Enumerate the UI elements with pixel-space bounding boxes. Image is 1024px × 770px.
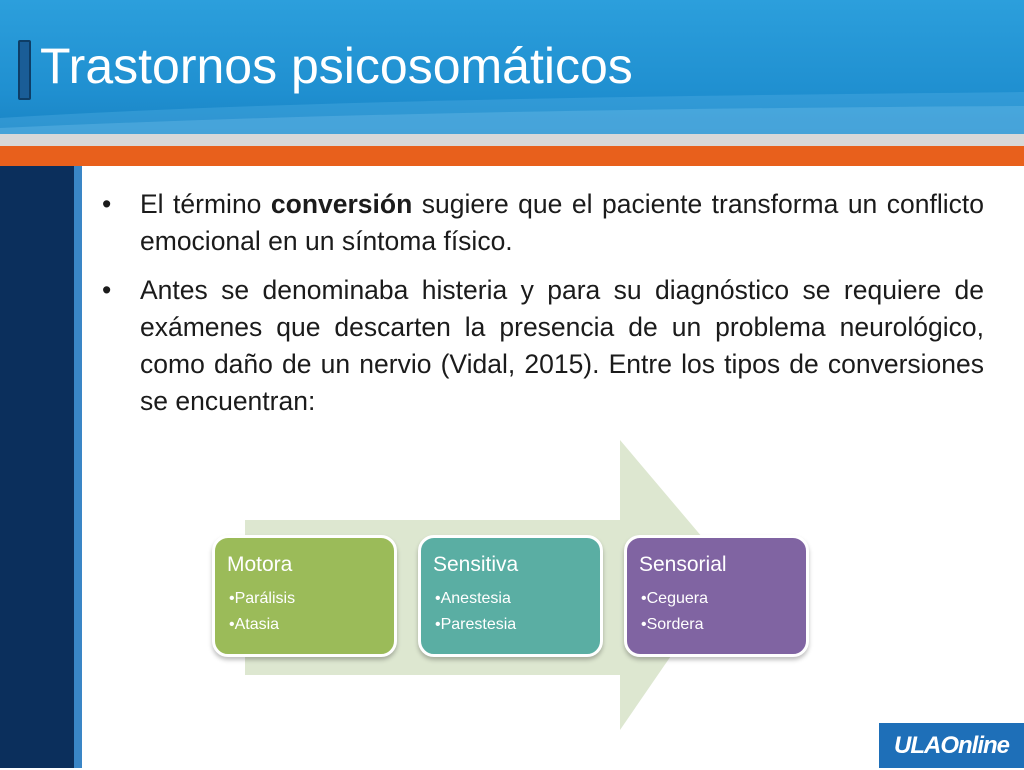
logo-text: ULAOnline xyxy=(894,731,1009,759)
box-item xyxy=(435,586,588,612)
box-item-label: Parálisis xyxy=(234,590,296,607)
bullet-icon: • xyxy=(102,275,112,305)
orange-divider xyxy=(0,146,1024,166)
box-sensitiva xyxy=(418,535,603,657)
bullet-text: Antes se denominaba histeria y para su diagnóstico se requiere de exámenes que descarten la presencia de un problema neurológico, como daño de un nervio (Vidal, 2015). Entre los tipos de conversiones se encuentran: xyxy=(140,275,984,416)
box-item xyxy=(435,612,588,638)
left-stripe xyxy=(74,166,82,768)
gray-divider xyxy=(0,134,1024,146)
box-item-label: Atasia xyxy=(234,616,280,633)
slide-content xyxy=(100,186,984,432)
slide-header xyxy=(0,0,1024,134)
item-bullet-icon: • xyxy=(435,590,441,607)
item-bullet-icon: • xyxy=(229,590,235,607)
box-title: Motora xyxy=(227,553,293,576)
bullet-text: El término xyxy=(140,189,271,219)
bullet-icon: • xyxy=(102,189,112,219)
bullet-list xyxy=(100,186,984,420)
bullet-text: sugiere que el paciente transforma un conflicto emocional en un síntoma físico. xyxy=(140,189,984,256)
box-item-list xyxy=(227,586,382,638)
left-panel xyxy=(0,166,74,768)
box-motora xyxy=(212,535,397,657)
box-sensorial xyxy=(624,535,809,657)
box-title: Sensitiva xyxy=(433,553,519,576)
bullet-bold-term: conversión xyxy=(270,189,413,219)
box-item-list xyxy=(639,586,794,638)
item-bullet-icon: • xyxy=(435,616,441,633)
bullet-item xyxy=(100,186,984,260)
ula-online-logo xyxy=(876,720,1024,768)
title-marker-icon xyxy=(18,40,31,100)
item-bullet-icon: • xyxy=(641,616,647,633)
item-bullet-icon: • xyxy=(229,616,235,633)
box-item xyxy=(641,586,794,612)
box-title: Sensorial xyxy=(639,553,727,576)
box-item-list xyxy=(433,586,588,638)
item-bullet-icon: • xyxy=(641,590,647,607)
box-item-label: Parestesia xyxy=(440,616,517,633)
box-item-label: Sordera xyxy=(646,616,704,633)
page-title: Trastornos psicosomáticos xyxy=(40,38,633,94)
bullet-item xyxy=(100,272,984,420)
box-item xyxy=(229,612,382,638)
box-item-label: Anestesia xyxy=(440,590,511,607)
box-item xyxy=(641,612,794,638)
conversion-types-diagram xyxy=(200,440,820,770)
box-item-label: Ceguera xyxy=(646,590,708,607)
box-item xyxy=(229,586,382,612)
